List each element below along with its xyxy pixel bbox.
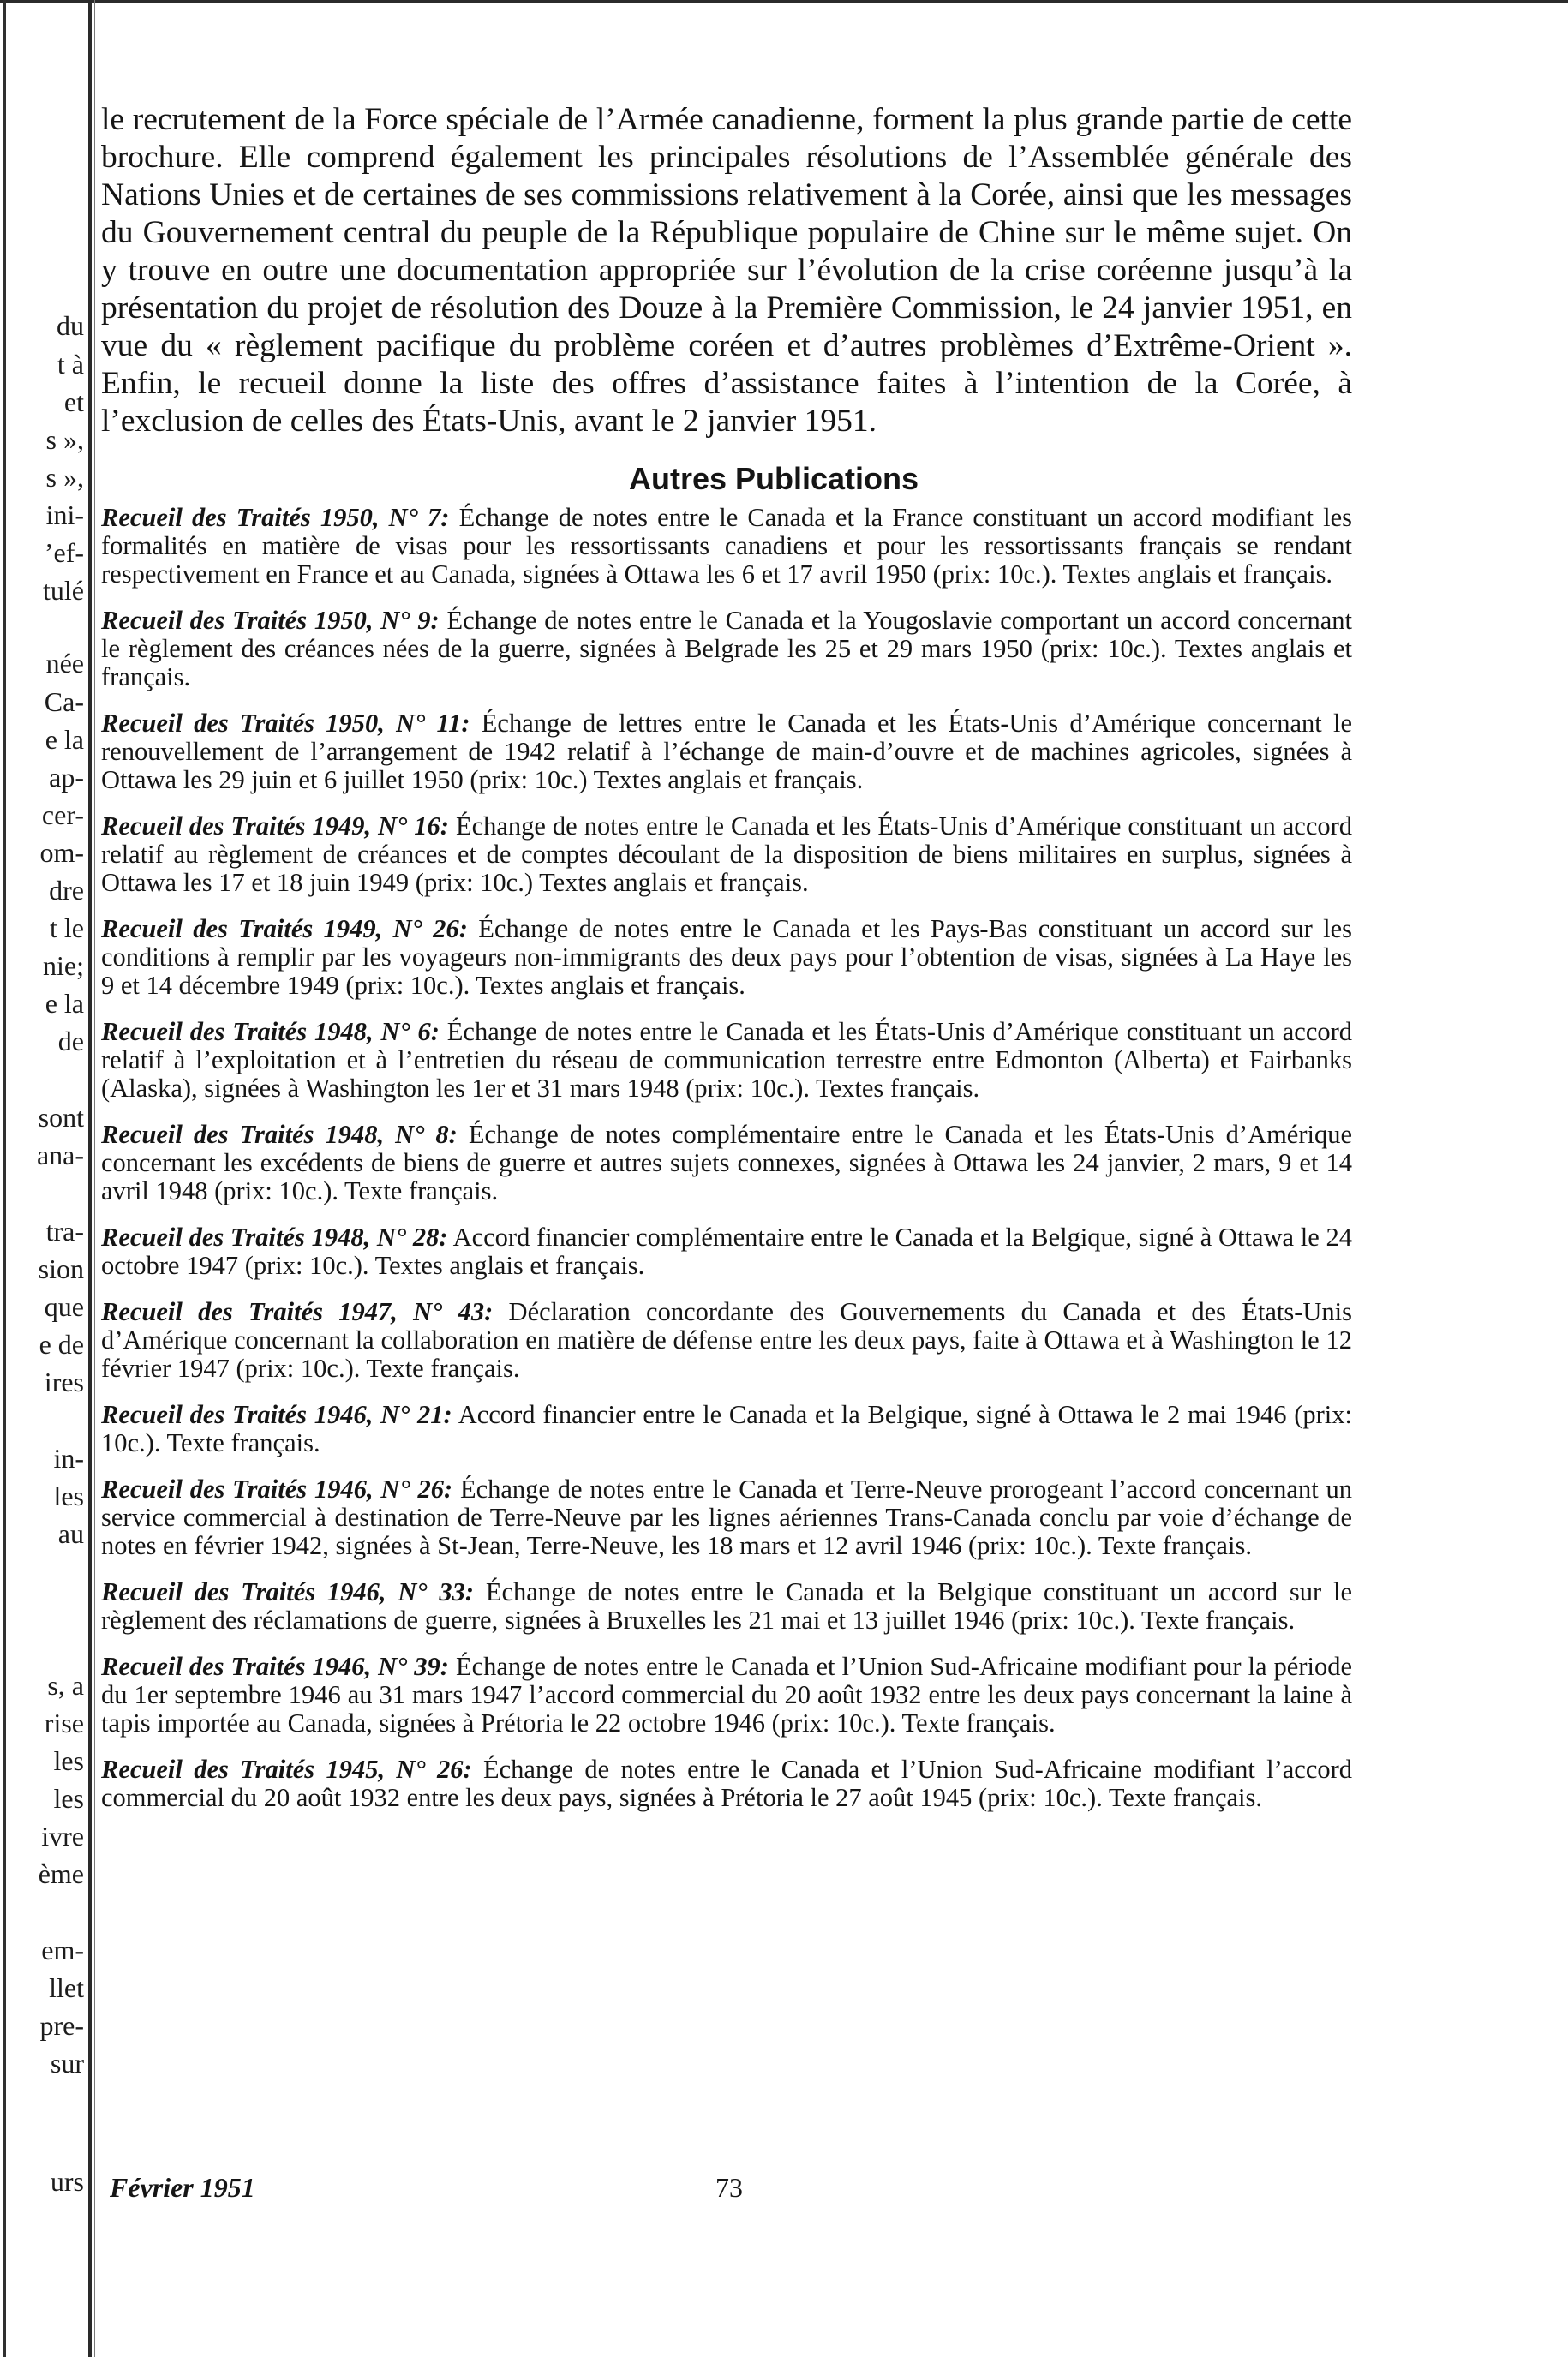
treaty-reference: Recueil des Traités 1950, N° 7: (101, 503, 450, 532)
gutter-fragment: Ca- (44, 686, 84, 717)
treaty-reference: Recueil des Traités 1946, N° 26: (101, 1475, 453, 1504)
gutter-fragment: les (53, 1481, 84, 1511)
gutter-fragment: t le (50, 912, 84, 943)
gutter-fragment: t à (57, 349, 84, 380)
publication-entry (101, 812, 1352, 897)
gutter-fragment: nie; (43, 950, 84, 981)
treaty-reference: Recueil des Traités 1948, N° 6: (101, 1017, 440, 1046)
treaty-reference: Recueil des Traités 1949, N° 26: (101, 914, 468, 943)
publication-entry (101, 1756, 1352, 1812)
publication-entry (101, 504, 1352, 589)
gutter-fragment: om- (39, 837, 84, 868)
entry-description: Accord financier complémentaire entre le Canada et la Belgique, signé à Ottawa le 24 octobre 1947 (prix: 10c.). Textes anglais et français. (101, 1223, 1352, 1280)
treaty-reference: Recueil des Traités 1948, N° 8: (101, 1120, 458, 1149)
publication-date: Février 1951 (110, 2172, 255, 2203)
entry-description: Déclaration concordante des Gouvernements du Canada et des États-Unis d’Amérique concernant la collaboration en matière de défense entre les deux pays, faite à Ottawa et à Washington le 12 février 1947 (prix: 10c.). Texte français. (101, 1297, 1353, 1383)
treaty-reference: Recueil des Traités 1948, N° 28: (101, 1223, 448, 1252)
publication-entry (101, 915, 1352, 1000)
gutter-fragment: ini- (45, 500, 84, 530)
binding-line (3, 0, 6, 2357)
entry-description: Échange de notes complémentaire entre le Canada et les États-Unis d’Amérique concernant les excédents de biens de guerre et autres sujets connexes, signées à Ottawa les 24 janvier, 2 mars, 9 et 14 avril 1948 (prix: 10c.). Texte français. (101, 1120, 1353, 1205)
gutter-fragment: e de (39, 1329, 84, 1360)
gutter-fragment: sur (50, 2048, 84, 2079)
publication-entry (101, 1475, 1352, 1560)
gutter-fragment: urs (50, 2166, 84, 2197)
treaty-reference: Recueil des Traités 1946, N° 33: (101, 1577, 475, 1606)
entry-description: Échange de notes entre le Canada et la Yougoslavie comportant un accord concernant le règlement des créances nées de la guerre, signées à Belgrade les 25 et 29 mars 1950 (prix: 10c.). Textes anglais et français. (101, 606, 1353, 691)
gutter-fragment: s », (45, 424, 84, 455)
gutter-fragment: du (57, 310, 84, 341)
entry-description: Échange de notes entre le Canada et les Pays-Bas constituant un accord sur les conditions à remplir par les voyageurs non-immigrants des deux pays pour l’obtention de visas, signées à La Haye les 9 et 14 décembre 1949 (prix: 10c.). Textes anglais et français. (101, 914, 1353, 1000)
gutter-fragment: dre (49, 875, 84, 906)
gutter-fragment: au (57, 1518, 84, 1549)
gutter-fragment: tra- (45, 1216, 84, 1247)
page-top-edge (0, 0, 1568, 3)
entry-description: Échange de notes entre le Canada et les États-Unis d’Amérique constituant un accord relatif à l’exploitation et à l’entretien du réseau de communication terrestre entre Edmonton (Alberta) et Fairbanks (Alaska), signées à Washington les 1er et 31 mars 1948 (prix: 10c.). Textes français. (101, 1017, 1353, 1103)
entry-description: Échange de notes entre le Canada et l’Union Sud-Africaine modifiant pour la période du 1er septembre 1946 au 31 mars 1947 l’accord commercial du 20 août 1932 entre les deux pays concernant la laine à tapis importée au Canada, signées à Prétoria le 22 octobre 1946 (prix: 10c.). Texte français. (101, 1652, 1353, 1738)
gutter-fragment: les (53, 1745, 84, 1776)
entry-description: Échange de notes entre le Canada et les États-Unis d’Amérique constituant un accord relatif au règlement de créances et de comptes découlant de la disposition de biens militaires en surplus, signées à Ottawa les 17 et 18 juin 1949 (prix: 10c.) Textes anglais et français. (101, 811, 1353, 897)
gutter-fragment: née (45, 648, 84, 679)
gutter-fragment: sion (38, 1253, 84, 1284)
gutter-fragment: sont (38, 1102, 84, 1133)
treaty-reference: Recueil des Traités 1950, N° 11: (101, 709, 470, 738)
publication-entry (101, 1401, 1352, 1457)
gutter-fragment: pre- (39, 2010, 84, 2041)
entry-description: Échange de lettres entre le Canada et les États-Unis d’Amérique concernant le renouvellement de l’arrangement de 1942 relatif à l’échange de main-d’ouvre et de machines agricoles, signées à Ottawa les 29 juin et 6 juillet 1950 (prix: 10c.) Textes anglais et français. (101, 709, 1353, 794)
entry-description: Échange de notes entre le Canada et l’Union Sud-Africaine modifiant l’accord commercial du 20 août 1932 entre les deux pays, signées à Prétoria le 27 août 1945 (prix: 10c.). Texte français. (101, 1755, 1353, 1812)
gutter-fragment: et (63, 386, 84, 417)
gutter-fragment: in- (53, 1443, 84, 1474)
treaty-reference: Recueil des Traités 1946, N° 21: (101, 1400, 452, 1429)
publication-entry (101, 1018, 1352, 1103)
intro-paragraph: le recrutement de la Force spéciale de l’Armée canadienne, forment la plus grande partie de cette brochure. Elle comprend également les principales résolutions de l’Assemblée générale des Nations Unies et de certaines de ses commissions relativement à la Corée, ainsi que les messages du Gouvernement central du peuple de la République populaire de Chine sur le même sujet. On y trouve en outre une documentation appropriée sur l’évolution de la crise coréenne jusqu’à la présentation du projet de résolution des Douze à la Première Commission, le 24 janvier 1951, en vue du « règlement pacifique du problème coréen et d’autres problèmes d’Extrême-Orient ». Enfin, le recueil donne la liste des offres d’assistance faites à l’intention de la Corée, à l’exclusion de celles des États-Unis, avant le 2 janvier 1951. (101, 102, 1352, 439)
treaty-reference: Recueil des Traités 1945, N° 26: (101, 1755, 472, 1784)
gutter-fragment: ’ef- (44, 537, 84, 568)
previous-page-gutter (10, 0, 86, 2357)
treaty-reference: Recueil des Traités 1949, N° 16: (101, 811, 449, 841)
gutter-fragment: e la (45, 724, 84, 755)
page-number: 73 (715, 2172, 743, 2203)
binding-line (94, 0, 95, 2357)
page-body (101, 101, 1352, 1830)
entry-description: Échange de notes entre le Canada et Terre-Neuve prorogeant l’accord concernant un service commercial à destination de Terre-Neuve par les lignes aériennes Trans-Canada conclu par voie d’échange de notes en février 1942, signées à St-Jean, Terre-Neuve, les 18 mars et 12 avril 1946 (prix: 10c.). Texte français. (101, 1475, 1353, 1560)
binding-line (88, 0, 92, 2357)
treaty-reference: Recueil des Traités 1947, N° 43: (101, 1297, 494, 1326)
publication-entry (101, 1653, 1352, 1738)
gutter-fragment: llet (49, 1972, 84, 2003)
gutter-fragment: s, a (47, 1670, 84, 1701)
treaty-reference: Recueil des Traités 1950, N° 9: (101, 606, 440, 635)
section-title: Autres Publications (628, 461, 919, 496)
gutter-fragment: rise (44, 1708, 84, 1738)
entry-description: Accord financier entre le Canada et la Belgique, signé à Ottawa le 2 mai 1946 (prix: 10c.). Texte français. (101, 1400, 1352, 1457)
gutter-fragment: de (57, 1026, 84, 1056)
publications-list (101, 504, 1352, 1812)
gutter-fragment: cer- (41, 799, 84, 830)
entry-description: Échange de notes entre le Canada et la Belgique constituant un accord sur le règlement des réclamations de guerre, signées à Bruxelles les 21 mai et 13 juillet 1946 (prix: 10c.). Texte français. (101, 1577, 1352, 1635)
gutter-fragment: ap- (49, 762, 84, 793)
gutter-fragment: ires (44, 1367, 84, 1397)
gutter-fragment: em- (41, 1935, 84, 1965)
entry-description: Échange de notes entre le Canada et la France constituant un accord modifiant les formalités en matière de visas pour les ressortissants canadiens et pour les ressortissants français se rendant respectivement en France et au Canada, signées à Ottawa les 6 et 17 avril 1950 (prix: 10c.). Textes anglais et français. (101, 503, 1353, 589)
publication-entry (101, 1298, 1352, 1383)
gutter-fragment: s », (45, 462, 84, 493)
treaty-reference: Recueil des Traités 1946, N° 39: (101, 1652, 449, 1681)
gutter-fragment: les (53, 1783, 84, 1814)
publication-entry (101, 1121, 1352, 1205)
publication-entry (101, 607, 1352, 691)
publication-entry (101, 1578, 1352, 1635)
publication-entry (101, 1223, 1352, 1280)
gutter-fragment: ème (38, 1858, 84, 1889)
publication-entry (101, 709, 1352, 794)
gutter-fragment: ivre (41, 1821, 84, 1852)
gutter-fragment: ana- (36, 1140, 84, 1170)
gutter-fragment: e la (45, 988, 84, 1019)
gutter-fragment: que (44, 1291, 84, 1322)
gutter-fragment: tulé (43, 575, 84, 606)
